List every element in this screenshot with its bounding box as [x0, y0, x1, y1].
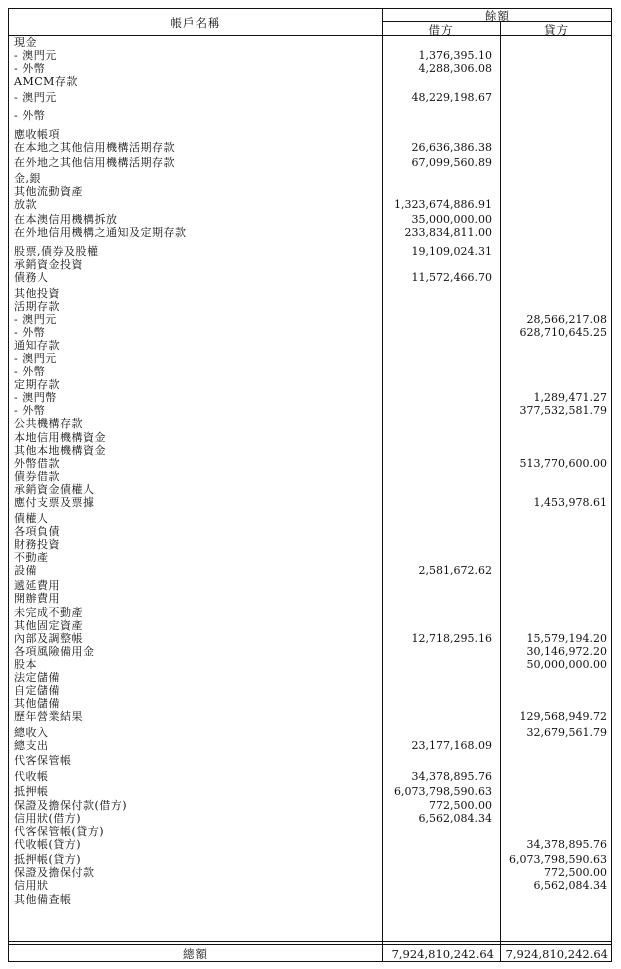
- account-name: 活期存款: [14, 299, 60, 313]
- table-row: [9, 287, 613, 300]
- account-name: 信用狀(借方): [14, 811, 82, 825]
- account-name: 在本地之其他信用機構活期存款: [14, 140, 175, 154]
- credit-amount: 772,500.00: [544, 866, 607, 880]
- table-row: [9, 431, 613, 444]
- table-row: [9, 128, 613, 141]
- table-row: [9, 879, 613, 892]
- table-row: [9, 739, 613, 755]
- debit-amount: 11,572,466.70: [411, 271, 492, 285]
- table-row: [9, 213, 613, 226]
- table-row: [9, 893, 613, 906]
- total-row: [9, 945, 613, 963]
- table-row: [9, 365, 613, 378]
- account-name: 放款: [14, 197, 37, 211]
- table-row: [9, 525, 613, 538]
- table-row: [9, 853, 613, 866]
- table-row: [9, 313, 613, 326]
- account-name: 未完成不動產: [14, 605, 83, 619]
- table-row: [9, 378, 613, 391]
- account-name: - 外幣: [14, 365, 46, 379]
- debit-amount: 35,000,000.00: [411, 213, 492, 227]
- credit-amount: 377,532,581.79: [519, 404, 607, 418]
- debit-amount: 26,636,386.38: [411, 140, 492, 154]
- table-row: [9, 300, 613, 313]
- header-account-name: 帳戶名稱: [170, 16, 221, 30]
- account-name: 股本: [14, 657, 37, 671]
- table-row: [9, 785, 613, 798]
- account-name: 自定儲備: [14, 684, 60, 698]
- table-row: [9, 592, 613, 605]
- account-name: 其他固定資產: [14, 618, 83, 632]
- account-name: AMCM存款: [14, 75, 78, 89]
- table-row: [9, 172, 613, 185]
- table-row: [9, 444, 613, 457]
- account-name: 不動產: [14, 550, 49, 564]
- debit-amount: 4,288,306.08: [418, 62, 492, 76]
- account-name: 定期存款: [14, 378, 60, 392]
- account-name: 外幣借款: [14, 456, 60, 470]
- table-row: [9, 156, 613, 172]
- account-name: 債務人: [14, 271, 49, 285]
- debit-amount: 2,581,672.62: [418, 563, 492, 577]
- account-name: 各項負債: [14, 524, 60, 538]
- credit-amount: 15,579,194.20: [526, 631, 607, 645]
- table-row: [9, 185, 613, 198]
- table-row: [9, 697, 613, 710]
- account-name: 在外地信用機構之通知及定期存款: [14, 226, 187, 240]
- table-row: [9, 226, 613, 244]
- header-debit: 借方: [428, 23, 454, 37]
- table-row: [9, 470, 613, 483]
- account-name: - 澳門元: [14, 90, 57, 104]
- table-row: [9, 109, 613, 127]
- table-row: [9, 632, 613, 645]
- debit-amount: 48,229,198.67: [411, 90, 492, 104]
- table-row: [9, 658, 613, 671]
- table-row: [9, 198, 613, 214]
- account-name: 開辦費用: [14, 592, 60, 606]
- credit-amount: 1,453,978.61: [533, 496, 607, 510]
- table-row: [9, 457, 613, 470]
- table-row: [9, 141, 613, 157]
- credit-amount: 6,562,084.34: [533, 879, 607, 893]
- table-row: [9, 645, 613, 658]
- table-row: [9, 538, 613, 551]
- table-row: [9, 417, 613, 430]
- account-name: - 澳門幣: [14, 391, 57, 405]
- account-name: 公共機構存款: [14, 417, 83, 431]
- table-row: [9, 838, 613, 854]
- table-row: [9, 812, 613, 825]
- table-row: [9, 391, 613, 404]
- debit-amount: 6,073,798,590.63: [394, 785, 492, 799]
- table-row: [9, 271, 613, 287]
- credit-amount: 129,568,949.72: [519, 710, 607, 724]
- credit-amount: 32,679,561.79: [526, 725, 607, 739]
- account-name: 財務投資: [14, 537, 60, 551]
- account-name: 代收帳(貸方): [14, 837, 82, 851]
- table-row: [9, 619, 613, 632]
- debit-amount: 23,177,168.09: [411, 738, 492, 752]
- table-row: [9, 91, 613, 109]
- debit-amount: 233,834,811.00: [404, 226, 492, 240]
- account-name: 抵押帳(貸方): [14, 853, 82, 867]
- account-name: 現金: [14, 36, 37, 49]
- account-name: 承銷資金投資: [14, 257, 83, 271]
- table-row: [9, 258, 613, 271]
- table-row: [9, 710, 613, 726]
- credit-amount: 1,289,471.27: [533, 391, 607, 405]
- account-name: 本地信用機構資金: [14, 430, 106, 444]
- account-name: - 外幣: [14, 404, 46, 418]
- debit-amount: 34,378,895.76: [411, 769, 492, 783]
- account-name: 法定儲備: [14, 671, 60, 685]
- credit-amount: 28,566,217.08: [526, 312, 607, 326]
- credit-amount: 50,000,000.00: [526, 657, 607, 671]
- table-row: [9, 339, 613, 352]
- table-row: [9, 49, 613, 62]
- table-row: [9, 770, 613, 786]
- debit-amount: 1,376,395.10: [418, 49, 492, 63]
- account-name: 代收帳: [14, 769, 49, 783]
- table-row: [9, 62, 613, 75]
- table-row: [9, 551, 613, 564]
- table-row: [9, 671, 613, 684]
- credit-amount: 34,378,895.76: [526, 837, 607, 851]
- account-name: 股票,債券及股權: [14, 244, 99, 258]
- table-row: [9, 512, 613, 525]
- account-name: 內部及調整帳: [14, 631, 83, 645]
- account-name: - 澳門元: [14, 312, 57, 326]
- credit-amount: 30,146,972.20: [526, 644, 607, 658]
- account-name: 其他投資: [14, 286, 60, 300]
- total-label: 總額: [183, 947, 208, 961]
- table-row: [9, 799, 613, 812]
- account-name: 其他備查帳: [14, 892, 72, 906]
- table-row: [9, 352, 613, 365]
- account-name: 在外地之其他信用機構活期存款: [14, 156, 175, 170]
- account-name: 各項風險備用金: [14, 644, 95, 658]
- table-row: [9, 754, 613, 770]
- account-name: 設備: [14, 563, 37, 577]
- table-row: [9, 496, 613, 512]
- table-row: [9, 866, 613, 879]
- account-name: - 澳門元: [14, 351, 57, 365]
- account-name: 債券借款: [14, 469, 60, 483]
- debit-amount: 67,099,560.89: [411, 156, 492, 170]
- total-debit: 7,924,810,242.64: [391, 947, 494, 961]
- account-name: 在本澳信用機構拆放: [14, 213, 118, 227]
- table-row: [9, 75, 613, 91]
- table-row: [9, 404, 613, 417]
- debit-amount: 19,109,024.31: [411, 244, 492, 258]
- account-name: 通知存款: [14, 338, 60, 352]
- table-row: [9, 726, 613, 739]
- account-name: 其他本地機構資金: [14, 443, 106, 457]
- account-name: 抵押帳: [14, 785, 49, 799]
- account-name: 承銷資金債權人: [14, 482, 95, 496]
- table-row: [9, 36, 613, 49]
- total-credit: 7,924,810,242.64: [505, 947, 608, 961]
- account-name: 歷年營業結果: [14, 710, 83, 724]
- account-name: - 澳門元: [14, 49, 57, 63]
- header-balance: 餘額: [485, 9, 510, 23]
- account-name: 其他儲備: [14, 697, 60, 711]
- debit-amount: 1,323,674,886.91: [394, 197, 492, 211]
- table-row: [9, 684, 613, 697]
- account-name: 信用狀: [14, 879, 49, 893]
- credit-amount: 6,073,798,590.63: [509, 853, 607, 867]
- debit-amount: 772,500.00: [429, 798, 492, 812]
- account-name: 代客保管帳(貸方): [14, 824, 105, 838]
- account-name: 應付支票及票據: [14, 496, 95, 510]
- account-name: 金,銀: [14, 171, 41, 185]
- header-credit: 貸方: [544, 23, 569, 37]
- account-name: 保證及擔保付款: [14, 866, 95, 880]
- account-name: 債權人: [14, 511, 49, 525]
- account-name: - 外幣: [14, 325, 46, 339]
- table-row: [9, 606, 613, 619]
- account-name: 代客保管帳: [14, 754, 72, 768]
- debit-amount: 12,718,295.16: [411, 631, 492, 645]
- account-name: 保證及擔保付款(借方): [14, 798, 128, 812]
- account-name: - 外幣: [14, 109, 46, 123]
- ledger-rows: [9, 36, 613, 906]
- table-row: [9, 483, 613, 496]
- account-name: 其他流動資產: [14, 184, 83, 198]
- table-row: [9, 579, 613, 592]
- ledger-table: [8, 8, 612, 962]
- account-name: 總支出: [14, 738, 49, 752]
- account-name: 總收入: [14, 725, 49, 739]
- table-row: [9, 825, 613, 838]
- account-name: 應收帳項: [14, 127, 60, 141]
- table-row: [9, 326, 613, 339]
- debit-amount: 6,562,084.34: [418, 811, 492, 825]
- account-name: 遞延費用: [14, 579, 60, 593]
- credit-amount: 513,770,600.00: [519, 456, 607, 470]
- account-name: - 外幣: [14, 62, 46, 76]
- table-row: [9, 245, 613, 258]
- table-row: [9, 564, 613, 580]
- credit-amount: 628,710,645.25: [519, 325, 607, 339]
- footer-divider: [9, 941, 611, 942]
